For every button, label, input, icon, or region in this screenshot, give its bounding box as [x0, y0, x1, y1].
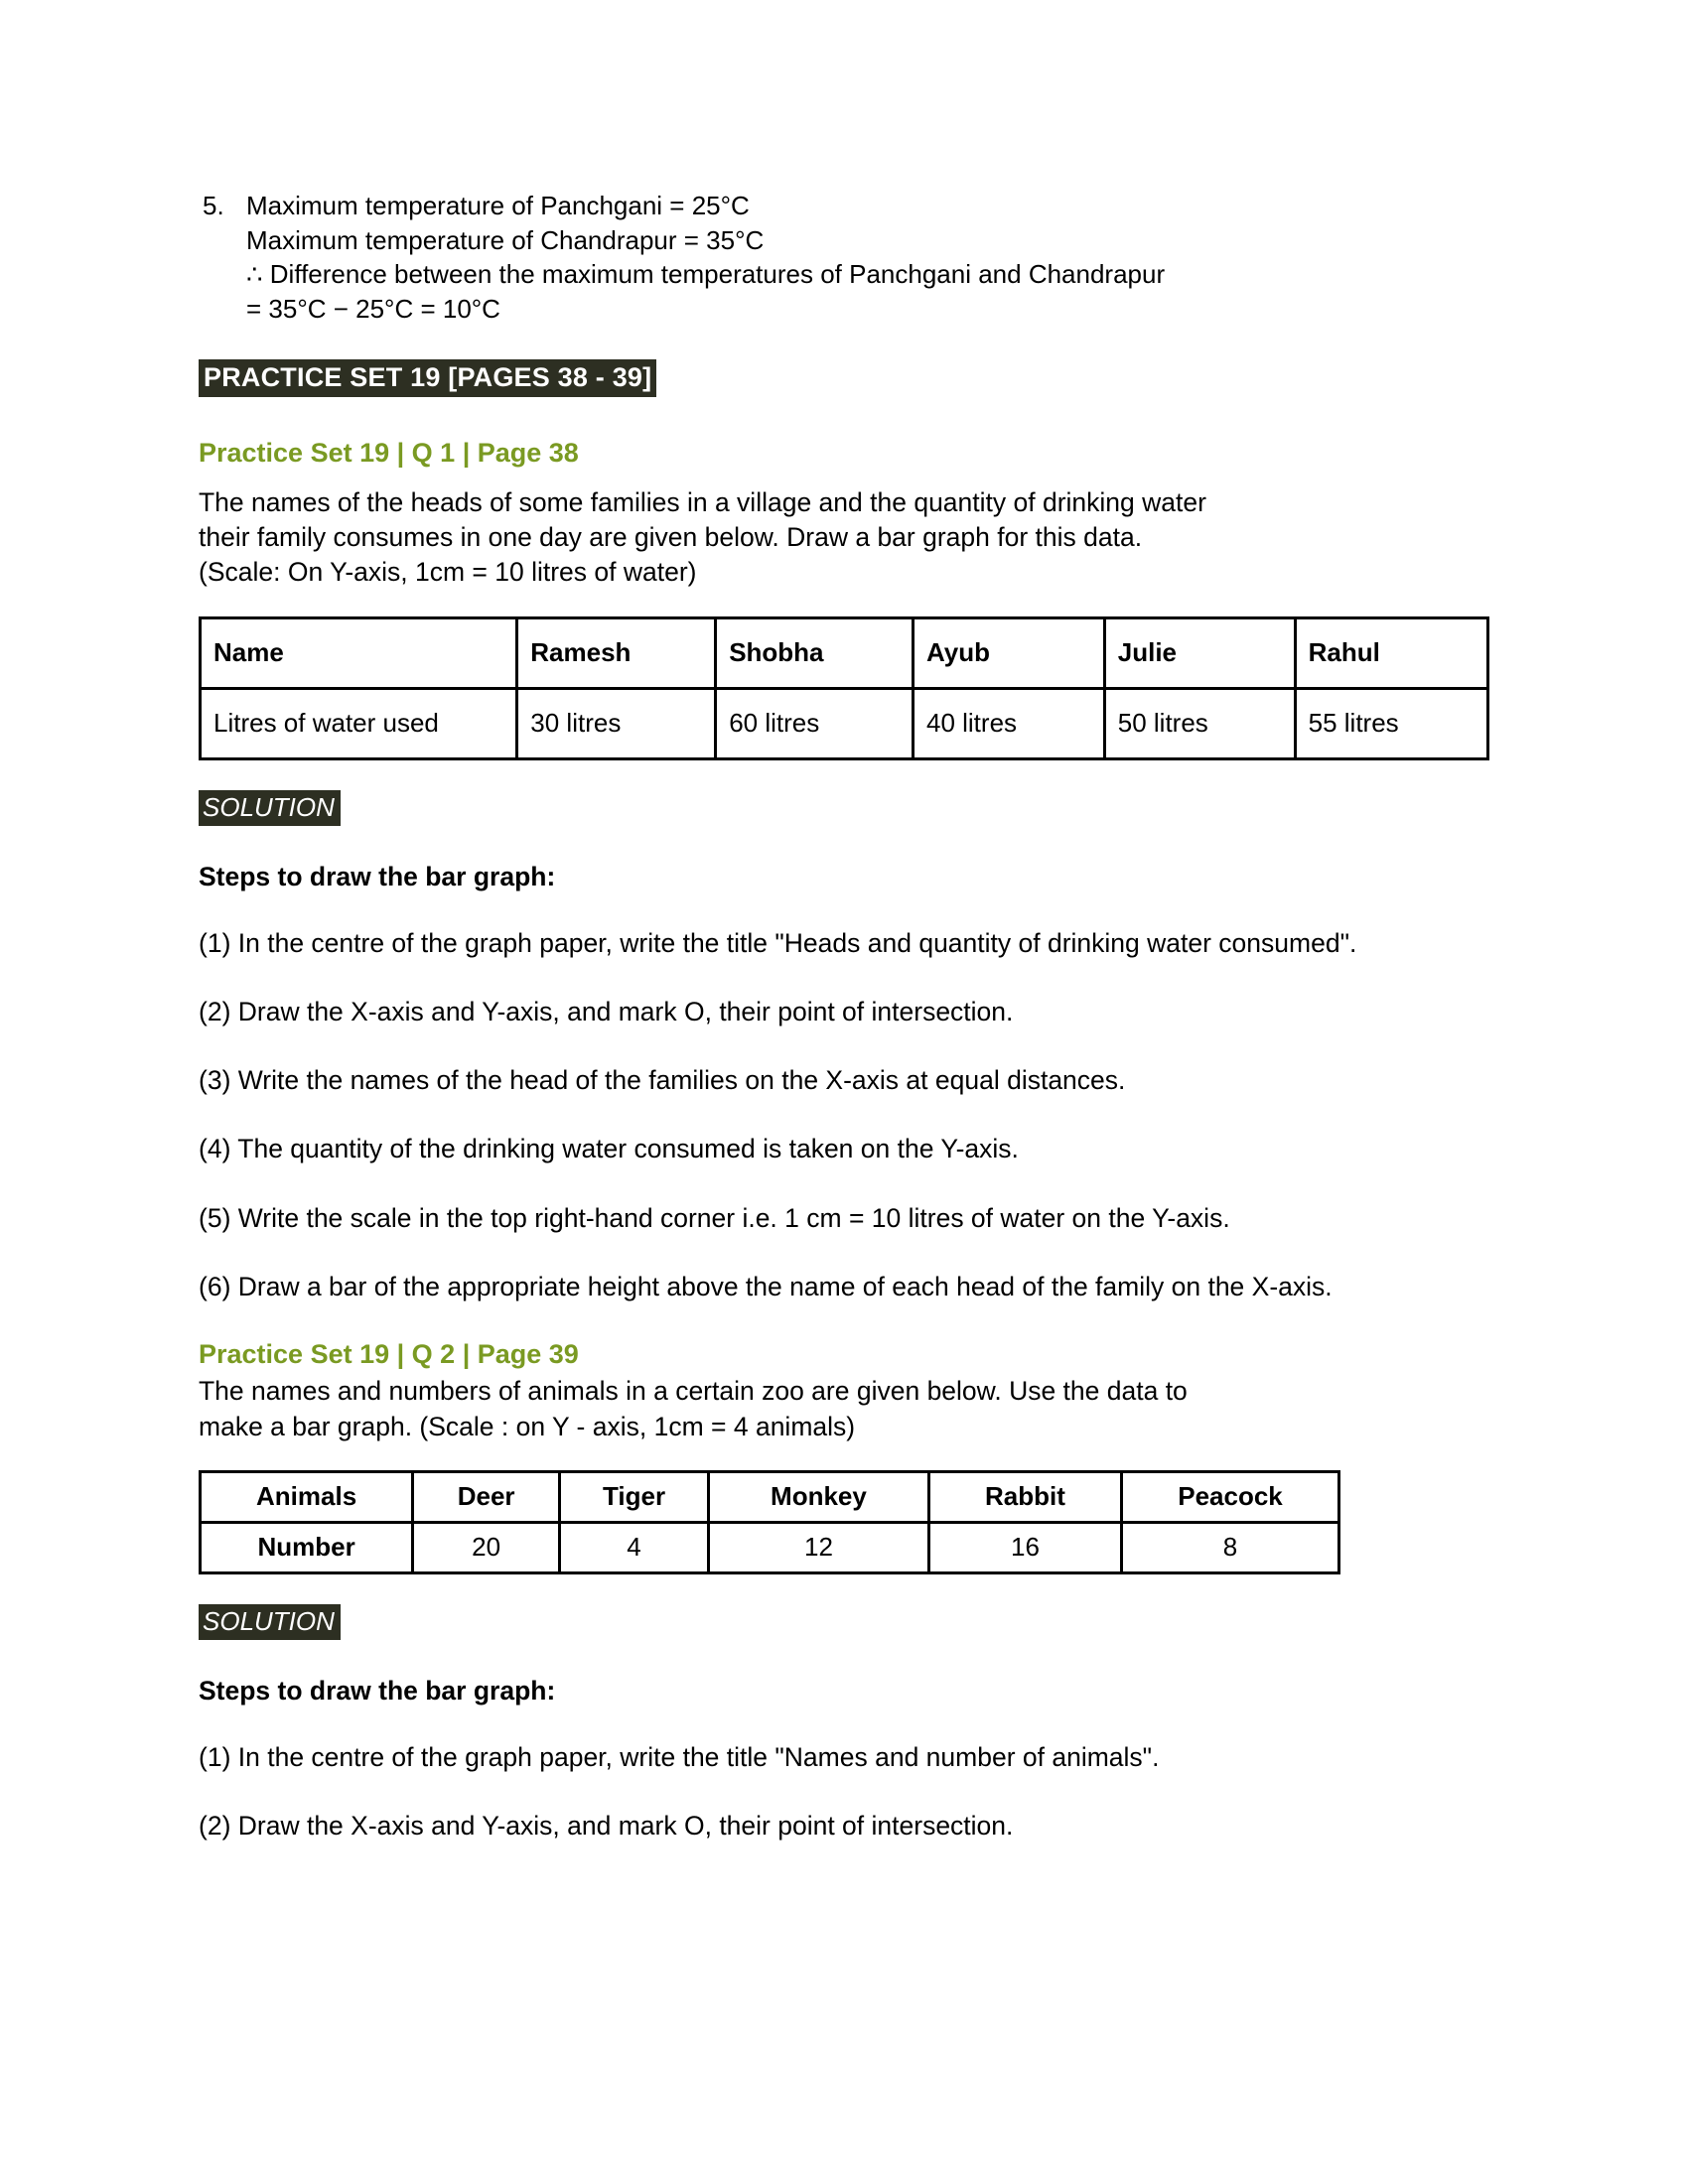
item-line-3: ∴ Difference between the maximum temperatures of Panchgani and Chandrapur — [246, 259, 1166, 290]
table-header-cell-name: Name — [201, 617, 517, 688]
question-1-heading: Practice Set 19 | Q 1 | Page 38 — [199, 438, 579, 469]
solution-1-label: SOLUTION — [199, 790, 341, 826]
table-header-row — [201, 1471, 1339, 1522]
table-cell-number-label: Number — [201, 1522, 413, 1572]
table-cell-label: Litres of water used — [201, 688, 517, 758]
table-header-cell-tiger: Tiger — [560, 1471, 709, 1522]
solution-1-step-6: (6) Draw a bar of the appropriate height above the name of each head of the family on the X-axis. — [199, 1271, 1333, 1301]
solution-2-label: SOLUTION — [199, 1604, 341, 1640]
section-banner-wrap — [199, 359, 1489, 397]
table-cell-tiger: 4 — [560, 1522, 709, 1572]
solution-2-step-2: (2) Draw the X-axis and Y-axis, and mark O, their point of intersection. — [199, 1811, 1014, 1842]
zoo-animals-table — [199, 1470, 1340, 1574]
item-line-1: Maximum temperature of Panchgani = 25°C — [246, 191, 750, 220]
solution-1-step-4: (4) The quantity of the drinking water consumed is taken on the Y-axis. — [199, 1134, 1019, 1164]
document-content — [199, 189, 1489, 1878]
table-header-cell-ayub: Ayub — [913, 617, 1104, 688]
solution-1-step-2: (2) Draw the X-axis and Y-axis, and mark O, their point of intersection. — [199, 996, 1014, 1026]
table-header-cell-deer: Deer — [413, 1471, 560, 1522]
question-1-prompt-line-3: (Scale: On Y-axis, 1cm = 10 litres of water) — [199, 557, 697, 588]
table-cell-monkey: 12 — [708, 1522, 928, 1572]
table-cell-ramesh: 30 litres — [517, 688, 716, 758]
table-cell-deer: 20 — [413, 1522, 560, 1572]
table-header-cell-animals: Animals — [201, 1471, 413, 1522]
table-row — [201, 1522, 1339, 1572]
water-usage-table — [199, 616, 1489, 760]
solution-1-label-wrap — [199, 790, 1489, 826]
table-header-row — [201, 617, 1488, 688]
table-cell-ayub: 40 litres — [913, 688, 1104, 758]
item-line-2: Maximum temperature of Chandrapur = 35°C — [246, 224, 765, 255]
question-1-prompt-line-2: their family consumes in one day are given below. Draw a bar graph for this data. — [199, 522, 1143, 553]
table-header-cell-peacock: Peacock — [1122, 1471, 1339, 1522]
table-header-cell-julie: Julie — [1104, 617, 1295, 688]
question-2-prompt — [199, 1374, 1489, 1443]
solution-1-title: Steps to draw the bar graph: — [199, 861, 556, 891]
table-cell-rahul: 55 litres — [1295, 688, 1487, 758]
solution-2-title: Steps to draw the bar graph: — [199, 1676, 556, 1706]
question-2-prompt-line-2: make a bar graph. (Scale : on Y - axis, 1cm = 4 animals) — [199, 1411, 856, 1441]
item-line-4: = 35°C − 25°C = 10°C — [246, 293, 500, 324]
item-number: 5. — [203, 191, 224, 220]
question-2-heading: Practice Set 19 | Q 2 | Page 39 — [199, 1339, 579, 1370]
previous-answer-item — [199, 189, 1489, 326]
solution-2-label-wrap — [199, 1604, 1489, 1640]
table-row — [201, 688, 1488, 758]
section-banner: PRACTICE SET 19 [PAGES 38 - 39] — [199, 359, 656, 397]
table-header-cell-rabbit: Rabbit — [928, 1471, 1121, 1522]
question-2-prompt-line-1: The names and numbers of animals in a certain zoo are given below. Use the data to — [199, 1376, 1188, 1407]
table-cell-rabbit: 16 — [928, 1522, 1121, 1572]
table-header-cell-rahul: Rahul — [1295, 617, 1487, 688]
solution-2-step-1: (1) In the centre of the graph paper, write the title "Names and number of animals". — [199, 1742, 1160, 1773]
solution-1-step-3: (3) Write the names of the head of the families on the X-axis at equal distances. — [199, 1065, 1126, 1096]
item-lines — [246, 189, 1489, 326]
table-cell-peacock: 8 — [1122, 1522, 1339, 1572]
table-cell-shobha: 60 litres — [716, 688, 914, 758]
table-cell-julie: 50 litres — [1104, 688, 1295, 758]
question-1-prompt — [199, 485, 1489, 591]
table-header-cell-ramesh: Ramesh — [517, 617, 716, 688]
solution-1-step-5: (5) Write the scale in the top right-hand corner i.e. 1 cm = 10 litres of water on the Y-axis. — [199, 1202, 1230, 1233]
table-header-cell-monkey: Monkey — [708, 1471, 928, 1522]
question-1-prompt-line-1: The names of the heads of some families in a village and the quantity of drinking water — [199, 486, 1206, 517]
solution-1-step-1: (1) In the centre of the graph paper, write the title "Heads and quantity of drinking water consumed". — [199, 927, 1357, 958]
table-header-cell-shobha: Shobha — [716, 617, 914, 688]
